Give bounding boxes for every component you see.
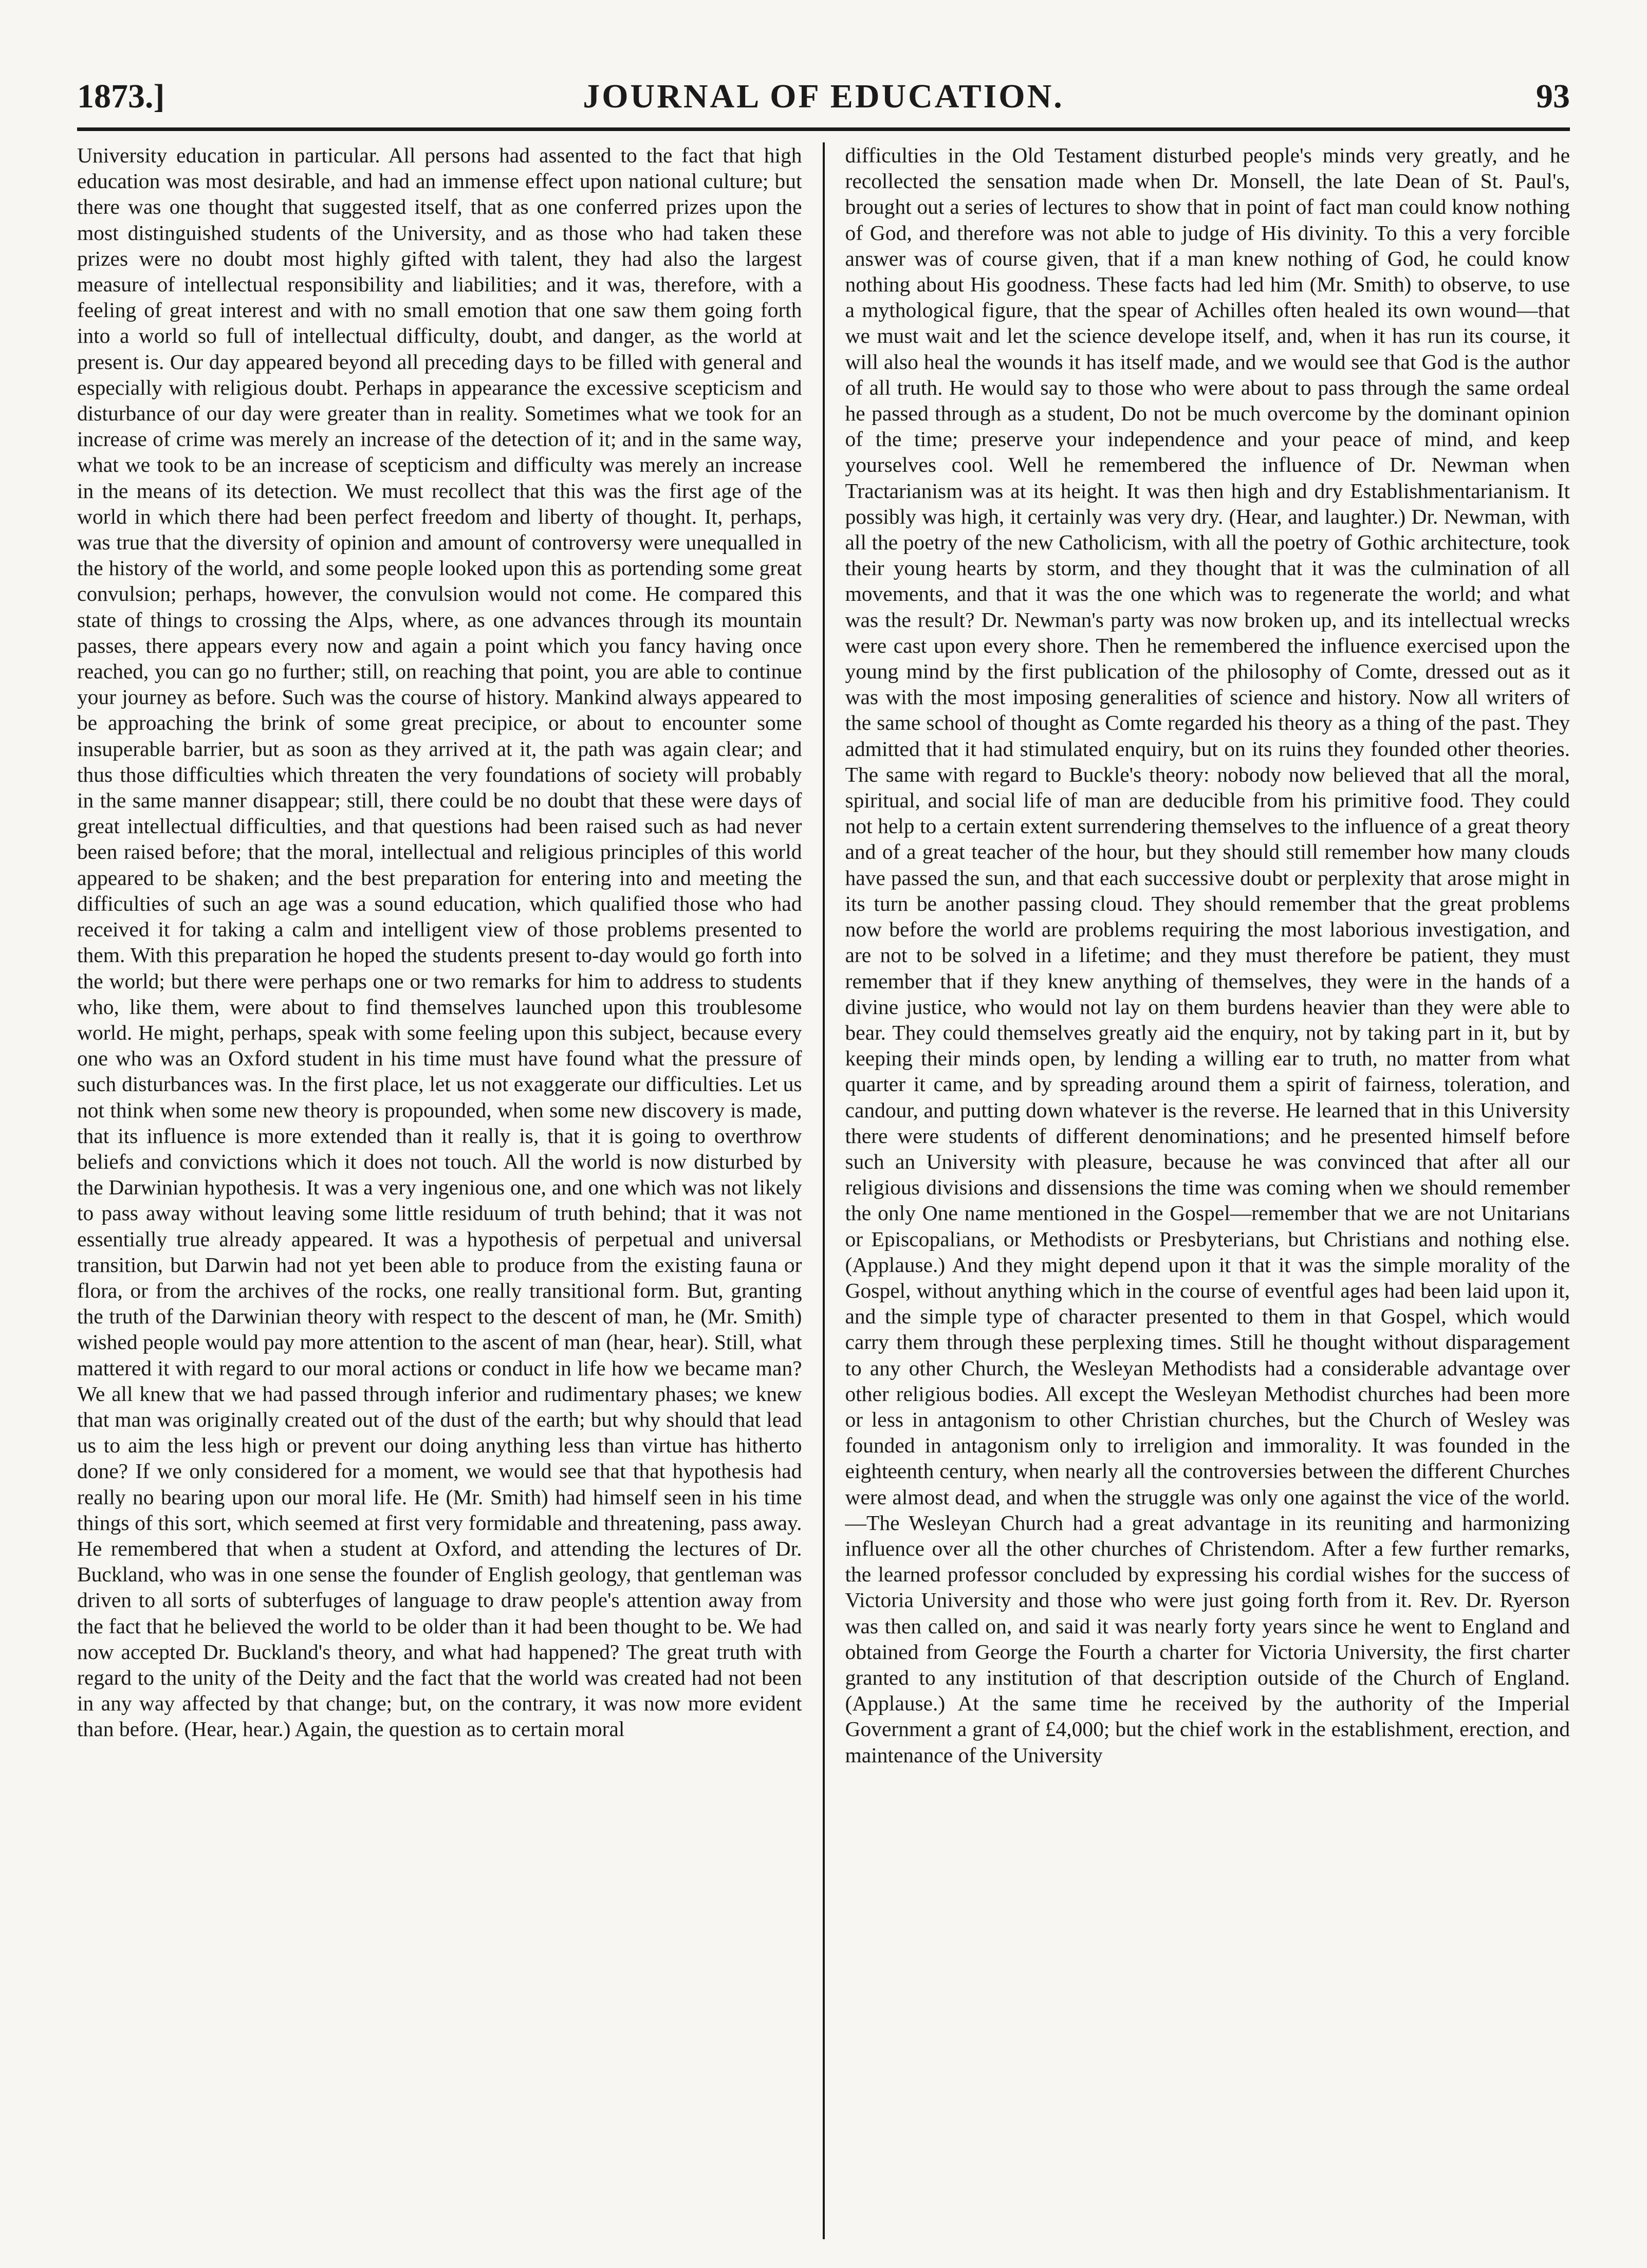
left-column bbox=[77, 142, 818, 2239]
header-year: 1873.] bbox=[77, 78, 165, 115]
right-column-text: difficulties in the Old Testament disturbed people's minds very greatly, and he recollected the sensation made when Dr. Monsell, the late Dean of St. Paul's, brought out a series of lectures to show that in point of fact man could know nothing of God, and therefore was not able to judge of His divinity. To this a very forcible answer was of course given, that if a man knew nothing of God, he could know nothing about His goodness. These facts had led him (Mr. Smith) to observe, to use a mythological figure, that the spear of Achilles often healed its own wound—that we must wait and let the science develope itself, and, when it has run its course, it will also heal the wounds it has itself made, and we would see that God is the author of all truth. He would say to those who were about to pass through the same ordeal he passed through as a student, Do not be much overcome by the dominant opinion of the time; preserve your independence and your peace of mind, and keep yourselves cool. Well he remembered the influence of Dr. Newman when Tractarianism was at its height. It was then high and dry Establishmentarianism. It possibly was high, it certainly was very dry. (Hear, and laughter.) Dr. Newman, with all the poetry of the new Catholicism, with all the poetry of Gothic architecture, took their young hearts by storm, and they thought that it was the culmination of all movements, and that it was the one which was to regenerate the world; and what was the result? Dr. Newman's party was now broken up, and its intellectual wrecks were cast upon every shore. Then he remembered the influence exercised upon the young mind by the first publication of the philosophy of Comte, dressed out as it was with the most imposing generalities of science and history. Now all writers of the same school of thought as Comte regarded his theory as a thing of the past. They admitted that it had stimulated enquiry, but on its ruins they founded other theories. The same with regard to Buckle's theory: nobody now believed that all the moral, spiritual, and social life of man are deducible from his primitive food. They could not help to a certain extent surrendering themselves to the influence of a great theory and of a great teacher of the hour, but they should still remember how many clouds have passed the sun, and that each successive doubt or perplexity that arose might in its turn be another passing cloud. They should remember that the great problems now before the world are problems requiring the most laborious investigation, and are not to be solved in a lifetime; and they must therefore be patient, they must remember that if they knew anything of themselves, they were in the hands of a divine justice, who would not lay on them burdens heavier than they were able to bear. They could themselves greatly aid the enquiry, not by taking part in it, but by keeping their minds open, by lending a willing ear to truth, no matter from what quarter it came, and by spreading around them a spirit of fairness, toleration, and candour, and putting down whatever is the reverse. He learned that in this University there were students of different denominations; and he presented himself before such an University with pleasure, because he was convinced that after all our religious divisions and dissensions the time was coming when we should remember the only One name mentioned in the Gospel—remember that we are not Unitarians or Episcopalians, or Methodists or Presbyterians, but Christians and nothing else. (Applause.) And they might depend upon it that it was the simple morality of the Gospel, without anything which in the course of eventful ages had been laid upon it, and the simple type of character presented to them in that Gospel, which would carry them through these perplexing times. Still he thought without disparagement to any other Church, the Wesleyan Methodists had a considerable advantage over other religious bodies. All except the Wesleyan Methodist churches had been more or less in antagonism to other Christian churches, but the Church of Wesley was founded in antagonism only to irreligion and immorality. It was founded in the eighteenth century, when nearly all the controversies between the different Churches were almost dead, and when the struggle was only one against the vice of the world.—The Wesleyan Church had a great advantage in its reuniting and harmonizing influence over all the other churches of Christendom. After a few further remarks, the learned professor concluded by expressing his cordial wishes for the success of Victoria University and those who were just going forth from it. Rev. Dr. Ryerson was then called on, and said it was nearly forty years since he went to England and obtained from George the Fourth a charter for Victoria University, the first charter granted to any institution of that description outside of the Church of England. (Applause.) At the same time he received by the authority of the Imperial Government a grant of £4,000; but the chief work in the establishment, erection, and maintenance of the University bbox=[845, 143, 1570, 1767]
journal-title: JOURNAL OF EDUCATION. bbox=[583, 78, 1064, 115]
running-header bbox=[77, 62, 1570, 118]
article-columns bbox=[77, 142, 1570, 2239]
right-column bbox=[830, 142, 1570, 2239]
header-rule bbox=[77, 127, 1570, 131]
column-divider bbox=[823, 142, 825, 2239]
page-number: 93 bbox=[1536, 78, 1570, 115]
left-column-text: University education in particular. All persons had assented to the fact that high education was most desirable, and had an immense effect upon national culture; but there was one thought that suggested itself, that as one conferred prizes upon the most distinguished students of the University, and as those who had taken these prizes were no doubt most highly gifted with talent, they had also the largest measure of intellectual responsibility and liabilities; and it was, therefore, with a feeling of great interest and with no small emotion that one saw them going forth into a world so full of intellectual difficulty, doubt, and danger, as the world at present is. Our day appeared beyond all preceding days to be filled with general and especially with religious doubt. Perhaps in appearance the excessive scepticism and disturbance of our day were greater than in reality. Sometimes what we took for an increase of crime was merely an increase of the detection of it; and in the same way, what we took to be an increase of scepticism and difficulty was merely an increase in the means of its detection. We must recollect that this was the first age of the world in which there had been perfect freedom and liberty of thought. It, perhaps, was true that the diversity of opinion and amount of controversy were unequalled in the history of the world, and some people looked upon this as portending some great convulsion; perhaps, however, the convulsion would not come. He compared this state of things to crossing the Alps, where, as one advances through its mountain passes, there appears every now and again a point which you fancy having once reached, you can go no further; still, on reaching that point, you are able to continue your journey as before. Such was the course of history. Mankind always appeared to be approaching the brink of some great precipice, or about to encounter some insuperable barrier, but as soon as they arrived at it, the path was again clear; and thus those difficulties which threaten the very foundations of society will probably in the same manner disappear; still, there could be no doubt that these were days of great intellectual difficulties, and that questions had been raised such as had never been raised before; that the moral, intellectual and religious principles of this world appeared to be shaken; and the best preparation for entering into and meeting the difficulties of such an age was a sound education, which qualified those who had received it for taking a calm and intelligent view of those problems presented to them. With this preparation he hoped the students present to-day would go forth into the world; but there were perhaps one or two remarks for him to address to students who, like them, were about to find themselves launched upon this troublesome world. He might, perhaps, speak with some feeling upon this subject, because every one who was an Oxford student in his time must have found what the pressure of such disturbances was. In the first place, let us not exaggerate our difficulties. Let us not think when some new theory is propounded, when some new discovery is made, that its influence is more extended than it really is, that it is going to overthrow beliefs and convictions which it does not touch. All the world is now disturbed by the Darwinian hypothesis. It was a very ingenious one, and one which was not likely to pass away without leaving some little residuum of truth behind; that it was not essentially true already appeared. It was a hypothesis of perpetual and universal transition, but Darwin had not yet been able to produce from the existing fauna or flora, or from the archives of the rocks, one really transitional form. But, granting the truth of the Darwinian theory with respect to the descent of man, he (Mr. Smith) wished people would pay more attention to the ascent of man (hear, hear). Still, what mattered it with regard to our moral actions or conduct in life how we became man? We all knew that we had passed through inferior and rudimentary phases; we knew that man was originally created out of the dust of the earth; but why should that lead us to aim the less high or prevent our doing anything less than virtue has hitherto done? If we only considered for a moment, we would see that that hypothesis had really no bearing upon our moral life. He (Mr. Smith) had himself seen in his time things of this sort, which seemed at first very formidable and threatening, pass away. He remembered that when a student at Oxford, and attending the lectures of Dr. Buckland, who was in one sense the founder of English geology, that gentleman was driven to all sorts of subterfuges of language to draw people's attention away from the fact that he believed the world to be older than it had been thought to be. We had now accepted Dr. Buckland's theory, and what had happened? The great truth with regard to the unity of the Deity and the fact that the world was created had not been in any way affected by that change; but, on the contrary, it was now more evident than before. (Hear, hear.) Again, the question as to certain moral bbox=[77, 143, 802, 1741]
